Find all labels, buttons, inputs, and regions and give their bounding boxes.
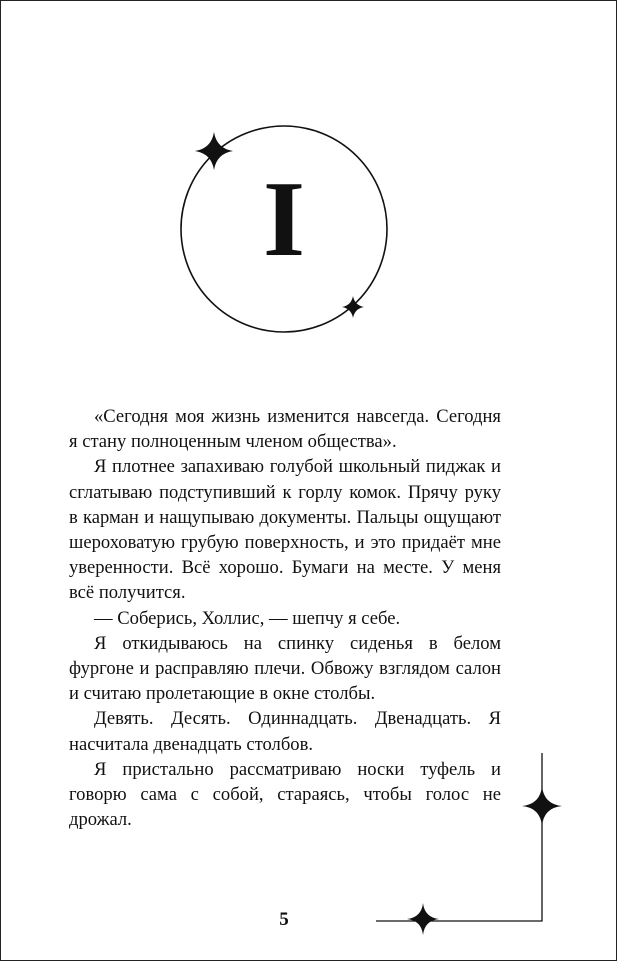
paragraph: Девять. Десять. Одиннадцать. Двенадцать. Я насчитала двенадцать столбов. (69, 708, 501, 755)
chapter-numeral: I (262, 160, 306, 279)
paragraph: «Сегодня моя жизнь изменится навсегда. Сегодня я стану полноценным членом общества». (69, 406, 501, 453)
paragraph: Я откидываюсь на спинку сиденья в белом фургоне и расправляю плечи. Обвожу взглядом салон и считаю пролетающие в окне столбы. (69, 632, 501, 705)
sparkle-icon (407, 903, 439, 935)
page-number: 5 (279, 909, 289, 930)
paragraph: Я плотнее запахиваю голубой школьный пиджак и сглатываю подступивший к горлу комок. Прячу руку в карман и нащупываю документы. Пальцы ощущают шероховатую грубую поверхность, и это придаёт мне уверенности. Всё хорошо. Бумаги на месте. У меня всё получится. (69, 456, 501, 604)
sparkle-icon (522, 786, 562, 826)
chapter-body (69, 404, 501, 832)
paragraph: — Соберись, Холлис, — шепчу я себе. (94, 607, 401, 629)
sparkle-icon (342, 296, 364, 318)
sparkle-icon (195, 132, 233, 170)
paragraph: Я пристально рассматриваю носки туфель и говорю сама с собой, стараясь, чтобы голос не дрожал. (69, 758, 501, 831)
